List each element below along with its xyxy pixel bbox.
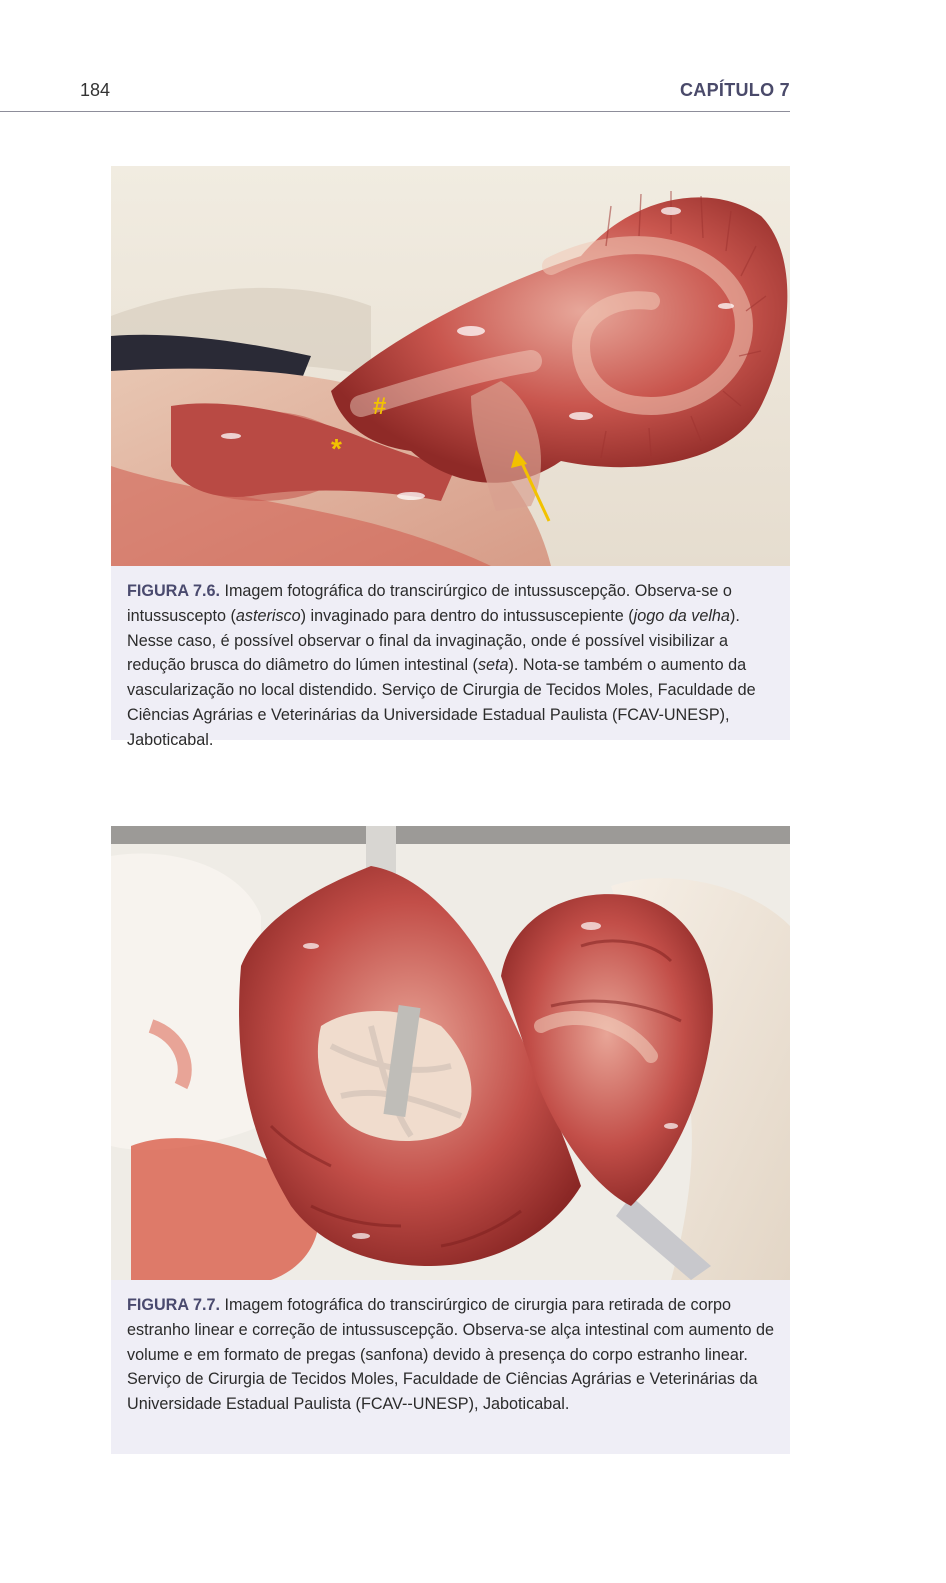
caption-italic: seta (477, 656, 509, 675)
caption-text: ) invaginado para dentro do intussuscepiente ( (300, 606, 634, 625)
chapter-title: CAPÍTULO 7 (679, 80, 790, 100)
caption-text: Imagem fotográfica do transcirúrgico de cirurgia para retirada de corpo estranho linear e correção de intussuscepção. Observa-se alça intestinal com aumento de volume e em formato de pregas (sanfona) devido à presença do corpo estranho linear. Serviço de Cirurgia de Tecidos Moles, Faculdade de Ciências Agrárias e Veterinárias da Universidade Estadual Paulista (FCAV--UNESP), Jaboticabal. (127, 1296, 774, 1414)
caption-text: ). Nota-se também o aumento da vascularização no local distendido. Serviço de Cirurgia de Tecidos Moles, Faculdade de Ciências Agrárias e Veterinárias da Universidade Estadual Paulista (FCAV-UNESP), Jaboticabal. (127, 656, 756, 749)
caption-italic: asterisco (235, 606, 301, 625)
asterisk-marker: * (331, 433, 342, 464)
figure-7-7-photo (111, 826, 790, 1280)
page-number: 184 (80, 80, 111, 100)
figure-7-7-caption (111, 1280, 790, 1454)
caption-text: ). Nesse caso, é possível observar o final da invaginação, onde é possível visibilizar a redução brusca do diâmetro do lúmen intestinal ( (127, 606, 740, 675)
caption-text: Imagem fotográfica do transcirúrgico de intussuscepção. Observa-se o intussuscepto ( (127, 582, 732, 625)
figure-label: FIGURA 7.7. (127, 1296, 220, 1314)
caption-italic: jogo da velha (633, 606, 730, 625)
figure-7-7 (111, 826, 790, 1454)
figure-7-6 (111, 166, 790, 749)
figure-7-6-photo (111, 166, 790, 566)
figure-label: FIGURA 7.6. (127, 582, 220, 600)
page-header (0, 0, 946, 113)
figure-7-6-caption (111, 566, 790, 749)
hash-marker: # (373, 393, 387, 420)
header-divider (0, 111, 790, 112)
